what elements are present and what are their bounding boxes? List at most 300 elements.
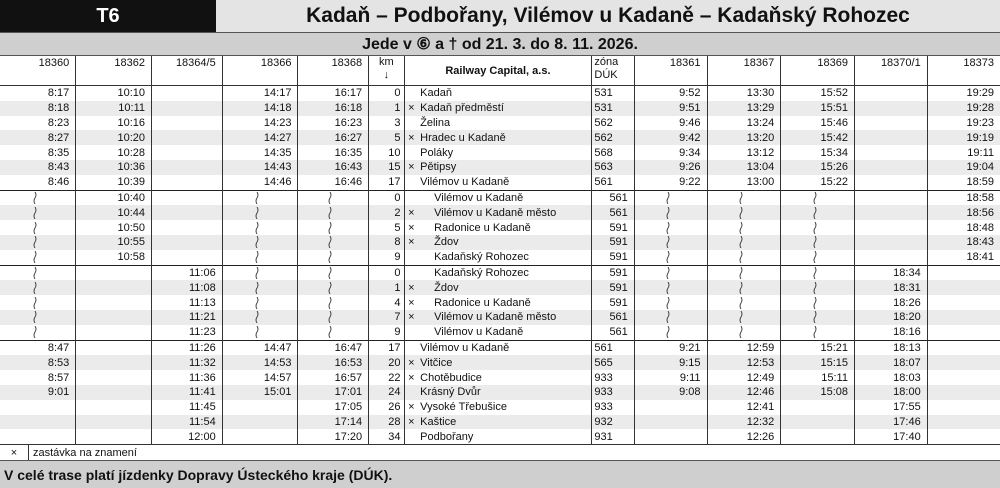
passes-through-icon	[0, 265, 76, 280]
departure-time: 17:20	[298, 429, 369, 444]
table-row	[0, 205, 1000, 220]
passes-through-icon	[707, 295, 781, 310]
passes-through-icon	[634, 205, 707, 220]
passes-through-icon	[707, 325, 781, 340]
km-value: 0	[369, 190, 404, 205]
passes-through-icon	[298, 325, 369, 340]
departure-time: 18:34	[854, 265, 927, 280]
zone-value: 531	[592, 101, 634, 116]
station-name: Kadaň	[420, 87, 452, 100]
departure-time: 15:34	[781, 145, 855, 160]
passes-through-icon	[707, 250, 781, 265]
passes-through-icon	[781, 265, 855, 280]
departure-time	[152, 175, 223, 190]
departure-time	[927, 415, 1000, 430]
departure-time	[854, 220, 927, 235]
departure-time: 17:05	[298, 400, 369, 415]
departure-time: 18:26	[854, 295, 927, 310]
departure-time: 11:21	[152, 310, 223, 325]
request-stop-icon	[404, 265, 418, 280]
departure-time	[927, 325, 1000, 340]
passes-through-icon	[222, 310, 298, 325]
departure-time: 9:22	[634, 175, 707, 190]
zone-value: 591	[592, 250, 634, 265]
passes-through-icon	[781, 325, 855, 340]
departure-time	[927, 355, 1000, 370]
departure-time: 13:04	[707, 160, 781, 175]
km-value: 28	[369, 415, 404, 430]
departure-time: 16:35	[298, 145, 369, 160]
departure-time: 17:55	[854, 400, 927, 415]
passes-through-icon	[222, 220, 298, 235]
departure-time: 18:58	[927, 190, 1000, 205]
zone-value: 562	[592, 116, 634, 131]
zone-value: 591	[592, 235, 634, 250]
departure-time: 14:47	[222, 340, 298, 355]
station-name: Kaštice	[418, 415, 592, 430]
departure-time	[854, 101, 927, 116]
departure-time	[152, 86, 223, 101]
departure-time: 9:51	[634, 101, 707, 116]
passes-through-icon	[707, 280, 781, 295]
passes-through-icon	[634, 265, 707, 280]
departure-time: 15:26	[781, 160, 855, 175]
departure-time: 16:47	[298, 340, 369, 355]
train-number: 18364/5	[152, 56, 223, 86]
departure-time	[854, 86, 927, 101]
passes-through-icon	[222, 265, 298, 280]
departure-time: 16:27	[298, 130, 369, 145]
departure-time	[781, 400, 855, 415]
km-value: 17	[369, 340, 404, 355]
km-value: 3	[369, 116, 404, 131]
station-name: Vitčice	[418, 355, 592, 370]
station-name: Vilémov u Kadaně	[418, 190, 592, 205]
departure-time: 16:53	[298, 355, 369, 370]
passes-through-icon	[634, 235, 707, 250]
train-number: 18368	[298, 56, 369, 86]
departure-time: 10:20	[76, 130, 152, 145]
passes-through-icon	[634, 220, 707, 235]
departure-time: 14:53	[222, 355, 298, 370]
passes-through-icon	[222, 205, 298, 220]
zone-value: 933	[592, 400, 634, 415]
departure-time	[927, 310, 1000, 325]
header-bar	[0, 0, 1000, 32]
departure-time: 12:32	[707, 415, 781, 430]
departure-time	[854, 205, 927, 220]
departure-time	[76, 355, 152, 370]
zone-value: 933	[592, 385, 634, 400]
departure-time: 18:16	[854, 325, 927, 340]
departure-time: 18:41	[927, 250, 1000, 265]
departure-time	[927, 295, 1000, 310]
departure-time: 8:53	[0, 355, 76, 370]
departure-time: 10:55	[76, 235, 152, 250]
passes-through-icon	[0, 325, 76, 340]
km-value: 17	[369, 175, 404, 190]
request-stop-icon	[404, 86, 418, 101]
departure-time	[76, 295, 152, 310]
departure-time	[854, 160, 927, 175]
departure-time: 8:23	[47, 116, 70, 129]
request-stop-icon	[404, 190, 418, 205]
station-name: Poláky	[420, 146, 454, 159]
departure-time: 19:28	[927, 101, 1000, 116]
table-row	[0, 190, 1000, 205]
departure-time: 15:21	[781, 340, 855, 355]
departure-time: 9:15	[634, 355, 707, 370]
departure-time	[152, 145, 223, 160]
departure-time: 12:46	[707, 385, 781, 400]
request-stop-icon: ×	[404, 235, 418, 250]
departure-time: 19:23	[927, 116, 1000, 131]
request-stop-icon: ×	[404, 220, 418, 235]
passes-through-icon	[222, 190, 298, 205]
departure-time: 10:40	[76, 190, 152, 205]
train-number: 18366	[222, 56, 298, 86]
station-name: Kadaňský Rohozec	[418, 265, 592, 280]
table-row	[0, 400, 1000, 415]
train-number: 18367	[707, 56, 781, 86]
table-row	[0, 370, 1000, 385]
passes-through-icon	[634, 295, 707, 310]
departure-time: 10:36	[76, 160, 152, 175]
request-stop-icon: ×	[404, 295, 418, 310]
departure-time: 14:57	[222, 370, 298, 385]
passes-through-icon	[0, 295, 76, 310]
request-stop-icon	[404, 325, 418, 340]
departure-time: 9:21	[634, 340, 707, 355]
train-number: 18373	[927, 56, 1000, 86]
departure-time: 11:26	[152, 340, 223, 355]
departure-time: 13:12	[707, 145, 781, 160]
departure-time: 8:18	[0, 101, 76, 116]
departure-time: 12:41	[707, 400, 781, 415]
zone-value: 565	[592, 355, 634, 370]
table-row	[0, 145, 1000, 160]
departure-time	[152, 220, 223, 235]
departure-time	[152, 205, 223, 220]
departure-time: 18:13	[854, 340, 927, 355]
departure-time	[222, 429, 298, 444]
passes-through-icon	[298, 235, 369, 250]
departure-time	[634, 415, 707, 430]
departure-time: 18:07	[854, 355, 927, 370]
zone-value: 932	[592, 415, 634, 430]
table-row	[0, 265, 1000, 280]
departure-time: 14:43	[222, 160, 298, 175]
departure-time	[152, 250, 223, 265]
departure-time	[0, 415, 76, 430]
departure-time: 15:42	[781, 130, 855, 145]
passes-through-icon	[781, 295, 855, 310]
departure-time: 18:31	[854, 280, 927, 295]
departure-time: 11:45	[152, 400, 223, 415]
departure-time: 13:30	[707, 86, 781, 101]
departure-time: 15:52	[781, 86, 855, 101]
departure-time: 9:42	[634, 130, 707, 145]
station-name: Ždov	[418, 280, 592, 295]
departure-time: 11:13	[152, 295, 223, 310]
station-name: Vilémov u Kadaně	[434, 326, 524, 339]
zone-value: 591	[592, 280, 634, 295]
passes-through-icon	[0, 220, 76, 235]
departure-time: 10:50	[76, 220, 152, 235]
departure-time: 14:46	[222, 175, 298, 190]
passes-through-icon	[781, 205, 855, 220]
line-number-badge: T6	[0, 0, 216, 32]
passes-through-icon	[298, 220, 369, 235]
passes-through-icon	[781, 310, 855, 325]
passes-through-icon	[634, 325, 707, 340]
km-value: 2	[369, 205, 404, 220]
departure-time: 19:29	[927, 86, 1000, 101]
departure-time: 9:34	[634, 145, 707, 160]
departure-time	[854, 145, 927, 160]
departure-time: 10:44	[76, 205, 152, 220]
passes-through-icon	[707, 265, 781, 280]
table-row	[0, 310, 1000, 325]
departure-time: 9:52	[634, 86, 707, 101]
departure-time	[152, 160, 223, 175]
passes-through-icon	[222, 235, 298, 250]
table-row	[0, 385, 1000, 400]
departure-time	[76, 385, 152, 400]
passes-through-icon	[634, 310, 707, 325]
km-value: 34	[369, 429, 404, 444]
departure-time	[854, 175, 927, 190]
km-value: 0	[369, 86, 404, 101]
zone-label: zóna	[594, 56, 619, 68]
departure-time	[634, 400, 707, 415]
passes-through-icon	[707, 205, 781, 220]
departure-time: 9:01	[0, 385, 76, 400]
passes-through-icon	[707, 220, 781, 235]
departure-time: 8:17	[47, 87, 70, 100]
passes-through-icon	[298, 295, 369, 310]
departure-time: 12:49	[707, 370, 781, 385]
passes-through-icon	[0, 235, 76, 250]
departure-time	[927, 280, 1000, 295]
departure-time: 12:53	[707, 355, 781, 370]
request-stop-icon	[404, 175, 418, 190]
departure-time: 11:06	[152, 265, 223, 280]
km-value: 1	[369, 101, 404, 116]
departure-time: 12:00	[152, 429, 223, 444]
departure-time: 18:48	[927, 220, 1000, 235]
departure-time: 10:16	[76, 116, 152, 131]
request-stop-icon: ×	[404, 310, 418, 325]
km-label: km	[378, 56, 394, 68]
km-value: 5	[369, 130, 404, 145]
passes-through-icon	[781, 235, 855, 250]
train-number: 18360	[0, 56, 76, 86]
departure-time	[76, 325, 152, 340]
passes-through-icon	[222, 295, 298, 310]
zone-value: 591	[592, 220, 634, 235]
departure-time	[222, 400, 298, 415]
passes-through-icon	[298, 310, 369, 325]
table-row	[0, 295, 1000, 310]
departure-time: 11:23	[152, 325, 223, 340]
passes-through-icon	[634, 280, 707, 295]
departure-time: 10:58	[76, 250, 152, 265]
departure-time: 19:11	[927, 145, 1000, 160]
down-arrow-icon: ↓	[383, 69, 390, 81]
station-name: Vilémov u Kadaně	[418, 340, 592, 355]
departure-time	[152, 130, 223, 145]
departure-time	[854, 116, 927, 131]
request-stop-icon: ×	[0, 445, 29, 461]
km-header	[369, 56, 404, 86]
zone-value: 561	[592, 190, 634, 205]
zone-system-label: DÚK	[594, 69, 618, 81]
departure-time: 16:46	[298, 175, 369, 190]
passes-through-icon	[781, 220, 855, 235]
table-row	[0, 86, 1000, 101]
zone-value: 561	[592, 175, 634, 190]
departure-time	[0, 400, 76, 415]
station-name: Kadaňský Rohozec	[434, 251, 529, 264]
departure-time: 17:14	[298, 415, 369, 430]
table-row	[0, 101, 1000, 116]
operator-header: Railway Capital, a.s.	[404, 56, 592, 86]
departure-time: 16:43	[298, 160, 369, 175]
zone-value: 933	[592, 370, 634, 385]
departure-time: 13:24	[707, 116, 781, 131]
passes-through-icon	[707, 190, 781, 205]
station-name: Vilémov u Kadaně město	[418, 205, 592, 220]
departure-time: 19:04	[927, 160, 1000, 175]
departure-time: 15:15	[781, 355, 855, 370]
departure-time	[152, 101, 223, 116]
departure-time	[854, 130, 927, 145]
departure-time	[76, 280, 152, 295]
request-stop-icon: ×	[404, 101, 418, 116]
departure-time: 10:11	[76, 101, 152, 116]
passes-through-icon	[298, 250, 369, 265]
departure-time: 16:18	[298, 101, 369, 116]
station-name: Chotěbudice	[420, 371, 482, 384]
departure-time: 19:19	[927, 130, 1000, 145]
km-value: 1	[369, 280, 404, 295]
departure-time: 13:20	[707, 130, 781, 145]
request-stop-icon	[404, 429, 418, 444]
departure-time	[0, 429, 76, 444]
zone-value: 931	[592, 429, 634, 444]
station-name: Krásný Dvůr	[418, 385, 592, 400]
departure-time: 18:43	[927, 235, 1000, 250]
passes-through-icon	[707, 235, 781, 250]
zone-value: 562	[592, 130, 634, 145]
station-name: Vilémov u Kadaně	[420, 176, 510, 189]
zone-value: 591	[592, 265, 634, 280]
table-row	[0, 280, 1000, 295]
departure-time: 18:59	[927, 175, 1000, 190]
departure-time	[76, 429, 152, 444]
km-value: 22	[369, 370, 404, 385]
request-stop-icon	[404, 250, 418, 265]
departure-time: 9:11	[634, 370, 707, 385]
station-name: Radonice u Kadaně	[434, 296, 531, 309]
km-value: 10	[369, 145, 404, 160]
request-stop-icon	[404, 145, 418, 160]
km-value: 9	[369, 325, 404, 340]
departure-time	[76, 310, 152, 325]
passes-through-icon	[634, 250, 707, 265]
table-row	[0, 325, 1000, 340]
zone-value: 561	[592, 340, 634, 355]
table-row	[0, 235, 1000, 250]
departure-time: 10:28	[76, 145, 152, 160]
departure-time	[927, 429, 1000, 444]
legend	[0, 444, 1000, 460]
zone-value: 563	[592, 160, 634, 175]
station-name: Želina	[420, 116, 451, 129]
departure-time: 13:00	[707, 175, 781, 190]
passes-through-icon	[781, 280, 855, 295]
km-value: 8	[369, 235, 404, 250]
table-row	[0, 250, 1000, 265]
departure-time	[854, 235, 927, 250]
departure-time: 13:29	[707, 101, 781, 116]
passes-through-icon	[634, 190, 707, 205]
station-name: Pětipsy	[418, 160, 592, 175]
km-value: 9	[369, 250, 404, 265]
departure-time: 16:57	[298, 370, 369, 385]
request-stop-icon: ×	[404, 370, 418, 385]
departure-time: 12:26	[707, 429, 781, 444]
departure-time	[222, 415, 298, 430]
passes-through-icon	[0, 190, 76, 205]
departure-time: 17:01	[298, 385, 369, 400]
train-number: 18369	[781, 56, 855, 86]
request-stop-icon: ×	[404, 415, 418, 430]
zone-header	[592, 56, 634, 86]
header-row	[0, 56, 1000, 86]
departure-time	[76, 370, 152, 385]
departure-time	[927, 265, 1000, 280]
departure-time: 11:54	[152, 415, 223, 430]
departure-time	[76, 400, 152, 415]
departure-time	[152, 190, 223, 205]
passes-through-icon	[781, 190, 855, 205]
departure-time	[781, 429, 855, 444]
request-stop-icon: ×	[404, 205, 418, 220]
departure-time: 8:27	[0, 130, 76, 145]
request-stop-icon	[404, 385, 418, 400]
passes-through-icon	[222, 250, 298, 265]
departure-time: 15:51	[781, 101, 855, 116]
km-value: 26	[369, 400, 404, 415]
departure-time: 14:35	[222, 145, 298, 160]
departure-time: 18:20	[854, 310, 927, 325]
departure-time: 14:23	[222, 116, 298, 131]
departure-time	[927, 370, 1000, 385]
passes-through-icon	[0, 205, 76, 220]
table-row	[0, 340, 1000, 355]
departure-time: 8:43	[0, 160, 76, 175]
departure-time: 8:46	[47, 176, 70, 189]
departure-time	[854, 190, 927, 205]
legend-text: zastávka na znamení	[33, 446, 137, 459]
departure-time: 15:01	[222, 385, 298, 400]
departure-time	[927, 385, 1000, 400]
station-name: Vilémov u Kadaně město	[418, 310, 592, 325]
departure-time: 15:11	[781, 370, 855, 385]
departure-time	[152, 235, 223, 250]
